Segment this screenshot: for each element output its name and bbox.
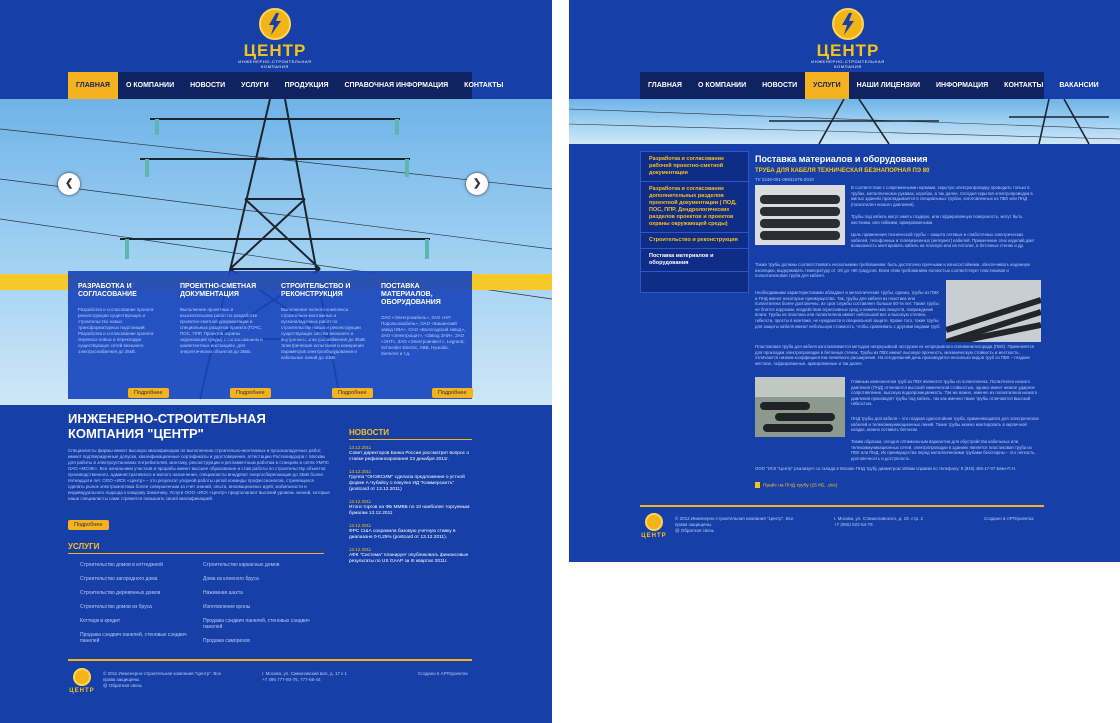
logo-tagline: ИНЖЕНЕРНО-СТРОИТЕЛЬНАЯ КОМПАНИЯ: [238, 59, 312, 69]
more-button[interactable]: Подробнее: [432, 388, 473, 398]
nav-item-vacancies[interactable]: ВАКАНСИИ: [1059, 82, 1099, 89]
pipes-photo-3: [755, 377, 845, 437]
about-more-button[interactable]: Подробнее: [68, 520, 109, 530]
address-text: г. Москва, ул. Симоновский вал, д. 17 к 1: [262, 671, 347, 676]
service-link[interactable]: Строительство домов в коттеджной: [80, 562, 163, 568]
service-link[interactable]: Продажа саморезов: [203, 638, 250, 644]
nav-item-contacts[interactable]: КОНТАКТЫ: [1004, 82, 1044, 89]
news-date: 13.12.2011: [349, 469, 372, 474]
news-text: Итоги торгов на ФБ ММВБ по 10 наиболее торгуемым бумагам 13.12.2011: [349, 505, 470, 516]
phone-text: +7 495 777-80-75, 777-66-44: [262, 677, 321, 682]
news-item[interactable]: [349, 547, 472, 565]
text-p3: Цель применения технической трубы – защита сетевых и слаботочных электрических кабелей, телефонных и телевизионных (интернет) кабелей. Применение этих изделий дает возможность монтировать кабель на плоскую или на потолке, в бетонных стенах и др.: [851, 232, 1035, 249]
news-text: Группа "ОНЭКСИМ" сделала предложение о устной форме А.Чубайсу о покупке ИД "Коммерсантъ" (postcard от 13.12.2011): [349, 475, 465, 492]
about-text: Специалисты фирмы имеют высокую квалификацию по выполнению строительно-монтажных и пусконаладочных работ, имеют подтвержденные допуски, квалификационные сертификаты и удостоверения, аттестацию Ростехнадзора г. Москвы для работы в электроустановках потребителей, монтажу, реконструкции и регламентным работам в станциях и сетях УМПС ОАО «МОЭК». Все начальники участков и прорабы имеют высшее образование и стаж работы по строительству объектов производственного, административного и жилого назначения, специалисты внедряют энергосберегающие до 35кВ более пятнадцати лет. ООО «ИСК «Центр» – это результат упорной работы целой команды профессионалов, стремящихся сделать рынок электромонтажа более совершенным за счет знаний, опыта, инновационных идей, мобильности и индивидуального подхода к каждому Заказчику. Услуги ООО «ИСК «Центр» предполагают высокий уровень знаний, которые наши специалисты сами стремятся повышать своей квалификацией.: [68, 448, 330, 501]
service-col-text: Выполнение полного комплекса строительно-монтажных и пусконаладочных работ по строительству новых и реконструкции существующих систем внешнего и внутреннего электроснабжения до 35кВ. Электрические испытания и измерения параметров электрооборудования и кабельных линий до 10кВ.: [281, 307, 366, 360]
nav-item-info[interactable]: ИНФОРМАЦИЯ: [936, 82, 989, 89]
text-p10: ООО "ИСК "Центр" реализует со склада в Москве ПНД трубу диаметром 160мм справки по телефону: 8 (915) 455-17-07 Бакн-П.Н.: [755, 466, 1016, 471]
service-col-2: [180, 283, 266, 355]
news-list: [349, 445, 472, 571]
service-col-3: [281, 283, 367, 361]
nav-item-contacts[interactable]: КОНТАКТЫ: [464, 82, 504, 89]
footer-rule: [68, 659, 472, 661]
feedback-link[interactable]: @ Обратная связь: [675, 528, 714, 533]
power-tower-image: [569, 99, 1120, 144]
nav-item-licenses[interactable]: НАШИ ЛИЦЕНЗИИ: [856, 82, 921, 89]
logo-word: ЦЕНТР: [816, 41, 880, 60]
services-list-right: [203, 562, 313, 644]
text-p6: Пластиковая труба для кабеля изготавливается методом непрерывной экструзии из непрерывного поливинилхлорида (ПВХ). Применяется для прокладки электропроводки в бетонных стенах. Трубы из ПВХ имеют высокую прочность, механическую стойкость и жесткость, отличаются низким коэффициентом линейного расширения. На сегодняшний день производятся несколько видов труб из ПВХ – гладкие жесткие, гофрированные, армированные и так далее.: [755, 344, 1035, 366]
bolt-icon: [645, 513, 663, 531]
service-col-text: Выполнение проектных и изыскательских работ по разработке проектно-сметной документации и специальных разделов проекта (ГОЧС, ПОС, ППР, Проектов охраны окружающей среды) с согласованием в компетентных инстанциях, для энергетических объектов до 35кВ.: [180, 307, 263, 354]
doc-icon: [755, 482, 760, 488]
services-rule: [68, 553, 324, 554]
footer-made-by[interactable]: Создано в АРТпроектах: [418, 671, 468, 676]
text-p4: Также трубы должны соответствовать несколькими требованиям: быть достаточно прочными и износостойкими, обеспечивать надежную изоляцию, выдерживать температуру от -20 до +80 градусов. Всем этим требованиям полностью соответствует пластиковая и полиэтиленовая труба для кабеля.: [755, 262, 1031, 279]
logo-tagline: ИНЖЕНЕРНО-СТРОИТЕЛЬНАЯ КОМПАНИЯ: [811, 59, 885, 69]
bolt-icon: [73, 668, 91, 686]
service-link[interactable]: Изготовление кроны: [203, 604, 251, 610]
footer-logo[interactable]: [638, 513, 670, 540]
phone-text: +7 (965) 622-54-78: [834, 522, 873, 527]
text-p5: Необходимыми характеристиками обладают и металлические трубы, однако, трубы из ПВХ и ПНД имеют некоторые преимущества. Так, трубы для кабеля из пластика или полиэтилена более долговечны, их срок службы составляет больше 50-ти лет. Также трубы не боятся коррозии, воздействия агрессивных сред и химических веществ, повреждения влаги. Трубы из пластика или полиэтилена имеют небольшой вес и высокую степень гибкости, просты в монтаже, не нуждаются в специальной защите. Кроме того, такие трубы для защиты кабеля имеют небольшую стоимость, чтобы сравнивать с другими видами труб.: [755, 290, 941, 329]
text-p1: В соответствии с современными нормами, скрытую электропроводку проводить только в трубах, металлических рукавах, коробах, а так далее. Сегодня скрытая электропроводка в жилых зданиях прокладывается в специальных трубах, изготовленных из ПВХ или ПНД (полиэтилен низкого давления).: [851, 185, 1033, 207]
footer-logo-word: ЦЕНТР: [69, 688, 95, 694]
footer-logo[interactable]: [66, 668, 98, 695]
home-page: [0, 0, 552, 723]
service-link[interactable]: Продажа сэндвич панелей, стеновых сэндвич панелей: [80, 632, 187, 644]
chevron-left-icon: ❮: [65, 178, 74, 189]
slider-prev-button[interactable]: [58, 173, 80, 195]
service-link[interactable]: Коттедж в кредит: [80, 618, 121, 624]
news-date: 13.12.2011: [349, 523, 372, 528]
footer-made-by[interactable]: Создано в АРТпроектах: [984, 516, 1034, 521]
nav-item-about[interactable]: О КОМПАНИИ: [125, 82, 175, 89]
address-text: г. Москва, ул. Станиславского, д. 19, стр. 2: [834, 516, 923, 521]
hero-slider: [0, 99, 552, 405]
text-p8: ПНД трубы для кабеля – это гладкая однослойная труба, применяющаяся для электрических кабелей и телекоммуникационных линий. Такие трубы можно монтировать в кирпичной кладке, можно оставить бетоном.: [851, 416, 1039, 433]
footer-rule: [640, 505, 1044, 507]
bolt-icon: [832, 8, 864, 40]
text-p2: Трубы под кабель могут иметь гладкую, или гофрированную поверхность, могут быть жесткими, или гибкими, армированными.: [851, 214, 1023, 225]
copyright-text: © 2011 Инженерно-строительная компания "Центр". Все права защищены.: [103, 671, 222, 682]
more-button[interactable]: Подробнее: [332, 388, 373, 398]
footer-address: [834, 516, 954, 528]
footer-copyright: [675, 516, 795, 534]
product-tu: ТУ 2248-001-09931075-2010: [755, 177, 814, 182]
price-link-text: Прайс на ПНД трубу (25 КБ, .doc): [763, 483, 838, 489]
slider-next-button[interactable]: [466, 173, 488, 195]
news-rule: [349, 439, 472, 440]
page-title: ИНЖЕНЕРНО-СТРОИТЕЛЬНАЯ КОМПАНИЯ "ЦЕНТР": [68, 411, 266, 441]
nav-item-services[interactable]: УСЛУГИ: [805, 72, 849, 99]
pipes-photo-2: [946, 280, 1041, 342]
sidebar-item-construction[interactable]: Строительство и реконструкция: [641, 233, 748, 249]
news-item[interactable]: [349, 523, 472, 541]
nav-item-reference[interactable]: СПРАВОЧНАЯ ИНФОРМАЦИЯ: [344, 82, 449, 89]
feedback-link[interactable]: @ Обратная связь: [103, 683, 142, 688]
news-item[interactable]: [349, 469, 472, 493]
service-col-title: ПОСТАВКА МАТЕРИАЛОВ, ОБОРУДОВАНИЯ: [381, 283, 441, 306]
text-p9: Таким образом, сегодня оптимальным вариантом для обустройства кабельных или телекоммуникационных сетей, электропроводки в зданиях является пластиковая труба из ПВХ или ПНД. Их преимущества перед металлическими трубами бесспорны – это легкость, долговечность и доступность.: [851, 439, 1036, 461]
nav-item-news[interactable]: НОВОСТИ: [762, 82, 798, 89]
nav-item-products[interactable]: ПРОДУКЦИЯ: [284, 82, 329, 89]
service-col-title: РАЗРАБОТКА И СОГЛАСОВАНИЕ: [78, 283, 137, 298]
logo[interactable]: [798, 8, 898, 69]
service-col-1: [78, 283, 164, 355]
text-p7: Главным компонентом труб из ПВХ являются трубы из полиэтилена. Полиэтилен низкого давления (ПНД) отличается высокой химической стойкостью, однако имеет низкое ударное сопротивление, высокую водопроницаемость. Так же важно, именно из полиэтилена низкого давления производят трубы под кабель, так как именно такие трубы отличаются высокой гибкостью.: [851, 379, 1038, 407]
news-date: 13.12.2011: [349, 499, 372, 504]
service-link[interactable]: Нажимная шахта: [203, 590, 243, 596]
news-text: АФК "Система" планирует опубликовать финансовые результаты по US GAAP за III квартал 2011г.: [349, 553, 469, 564]
news-title: НОВОСТИ: [349, 428, 390, 437]
services-title: УСЛУГИ: [68, 542, 100, 551]
service-link[interactable]: Строительство деревянных домов: [80, 590, 161, 596]
news-text: Совет директоров Банка России рассмотрит вопрос о ставке рефинансирования 23 декабря 2011г.: [349, 451, 470, 462]
main-nav: [68, 72, 504, 99]
news-item[interactable]: [349, 499, 472, 517]
service-link[interactable]: Строительство каркасных домов: [203, 562, 280, 568]
logo-word: ЦЕНТР: [243, 41, 307, 60]
services-list-left: [80, 562, 190, 644]
sidebar-item-supply[interactable]: Поставка материалов и оборудования: [641, 249, 748, 272]
service-col-title: СТРОИТЕЛЬСТВО И РЕКОНСТРУКЦИЯ: [281, 283, 351, 298]
copyright-text: © 2012 Инженерно-строительная компания "Центр". Все права защищены.: [675, 516, 794, 527]
service-link[interactable]: Продажа сэндвич панелей, стеновых сэндвич панелей: [203, 618, 310, 630]
inner-banner: [569, 99, 1120, 144]
nav-item-about[interactable]: О КОМПАНИИ: [697, 82, 747, 89]
sidebar-item-design[interactable]: Разработка и согласование рабочей проектно-сметной документации: [641, 152, 748, 182]
chevron-right-icon: ❯: [473, 178, 482, 189]
sidebar: [640, 151, 749, 293]
nav-item-news[interactable]: НОВОСТИ: [190, 82, 226, 89]
service-col-title: ПРОЕКТНО-СМЕТНАЯ ДОКУМЕНТАЦИЯ: [180, 283, 257, 298]
service-link[interactable]: Дома из клееного бруса: [203, 576, 259, 582]
news-date: 13.12.2011: [349, 445, 372, 450]
nav-item-home[interactable]: ГЛАВНАЯ: [68, 72, 118, 99]
bolt-icon: [259, 8, 291, 40]
price-link[interactable]: [755, 482, 838, 488]
footer-copyright: [103, 671, 223, 689]
service-col-text: Разработка и согласование проекта реконструкции существующих и строительство новых трансформаторных подстанций. Разработка и согласование проекта переноса новых и перекладки существующих сетей внешнего электроснабжения до 35кВ.: [78, 307, 154, 354]
main-nav: [640, 72, 1099, 99]
page-title: Поставка материалов и оборудования: [755, 154, 928, 164]
footer-logo-word: ЦЕНТР: [641, 533, 667, 539]
inner-page: [569, 0, 1120, 562]
service-col-text: ОАО «Электрокабель», ЗАО «НП Подольсккабель», ОАО «Кашинский завод НВА», ОАО «Вологодский завод», ЗАО «Электрощит», «Завод ЗНИ», ЗАО «ЭНТ», ЗАО «Электроинвест», Legrand, Schneider Electric, ABB, Hyundai, Siemens и т.д.: [381, 315, 466, 356]
nav-item-home[interactable]: ГЛАВНАЯ: [648, 82, 682, 89]
news-date: 13.12.2011: [349, 547, 372, 552]
service-link[interactable]: Строительство домов из бруса: [80, 604, 152, 610]
footer-address: [262, 671, 372, 683]
nav-item-services[interactable]: УСЛУГИ: [241, 82, 269, 89]
sidebar-item-sections[interactable]: Разработка и согласование дополнительных разделов проектной документации ( ПОД, ПОС, ППР, Дендрологических разделов проектов и проектов охраны окружающей среды): [641, 182, 748, 233]
product-subtitle: ТРУБА ДЛЯ КАБЕЛЯ ТЕХНИЧЕСКАЯ БЕЗНАПОРНАЯ ПЭ 80: [755, 168, 930, 174]
pipes-photo-1: [755, 185, 845, 245]
news-text: ФРС США сохранила базовую учетную ставку в диапазоне 0-0,25% (postcard от 13.12.2011).: [349, 529, 456, 540]
service-col-4: [381, 283, 467, 357]
logo[interactable]: [225, 8, 325, 69]
more-button[interactable]: Подробнее: [128, 388, 169, 398]
news-item[interactable]: [349, 445, 472, 463]
more-button[interactable]: Подробнее: [230, 388, 271, 398]
service-link[interactable]: Строительство загородного дома: [80, 576, 158, 582]
